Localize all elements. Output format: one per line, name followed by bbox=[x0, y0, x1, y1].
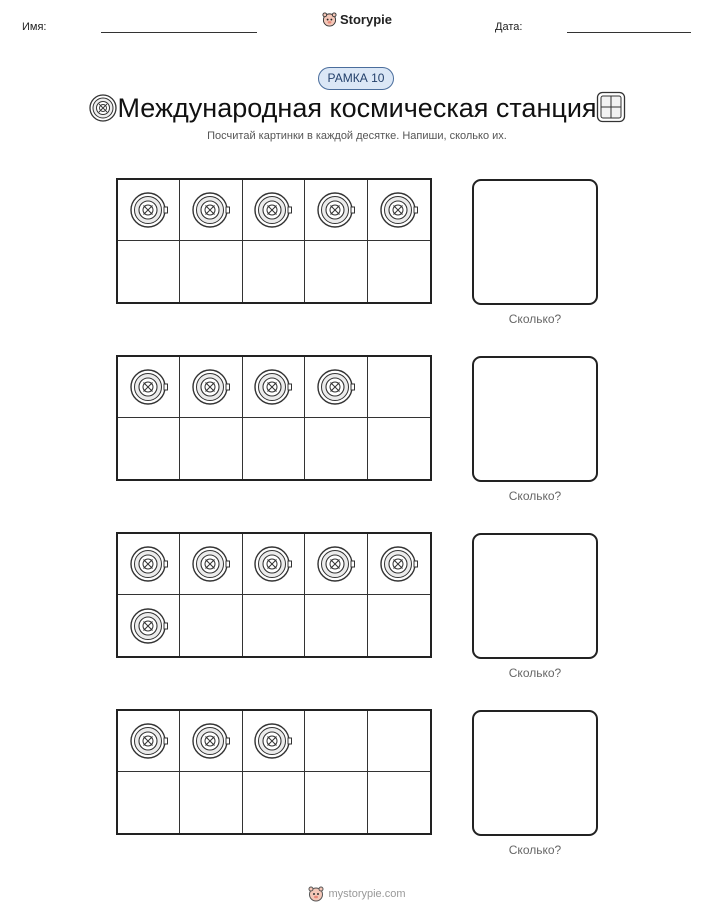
answer-box[interactable] bbox=[472, 179, 598, 305]
ten-frame-cell bbox=[305, 357, 367, 418]
porthole-icon bbox=[129, 367, 169, 407]
ten-frame-cell bbox=[243, 534, 305, 595]
porthole-icon bbox=[253, 367, 293, 407]
frame-badge: РАМКА 10 bbox=[318, 67, 394, 90]
porthole-icon bbox=[129, 544, 169, 584]
ten-frame-cell bbox=[118, 772, 180, 833]
ten-frame-cell bbox=[243, 711, 305, 772]
answer-box[interactable] bbox=[472, 533, 598, 659]
ten-frame-cell bbox=[368, 534, 430, 595]
ten-frame-cell bbox=[305, 241, 367, 302]
ten-frame-cell bbox=[305, 772, 367, 833]
ten-frame bbox=[116, 709, 432, 835]
answer-label: Сколько? bbox=[508, 312, 562, 326]
ten-frame-cell bbox=[118, 595, 180, 656]
porthole-icon bbox=[191, 721, 231, 761]
ten-frame-cell bbox=[243, 180, 305, 241]
ten-frame-cell bbox=[368, 241, 430, 302]
ten-frame-cell bbox=[305, 418, 367, 479]
porthole-icon bbox=[253, 190, 293, 230]
brand bbox=[0, 12, 714, 32]
answer-box[interactable] bbox=[472, 356, 598, 482]
ten-frame-cell bbox=[368, 772, 430, 833]
instructions: Посчитай картинки в каждой десятке. Напиши, сколько их. bbox=[207, 130, 507, 142]
ten-frame bbox=[116, 355, 432, 481]
ten-frame-cell bbox=[180, 418, 242, 479]
ten-frame-cell bbox=[305, 595, 367, 656]
ten-frame-cell bbox=[180, 534, 242, 595]
porthole-icon bbox=[316, 190, 356, 230]
ten-frame-cell bbox=[243, 595, 305, 656]
porthole-icon bbox=[253, 721, 293, 761]
date-label: Дата: bbox=[495, 21, 523, 33]
ten-frame-cell bbox=[180, 241, 242, 302]
ten-frame-cell bbox=[368, 357, 430, 418]
porthole-icon bbox=[191, 544, 231, 584]
ten-frame-cell bbox=[368, 418, 430, 479]
page-title: Международная космическая станция bbox=[117, 93, 597, 123]
footer bbox=[0, 886, 714, 907]
window-icon bbox=[596, 91, 626, 123]
ten-frame-cell bbox=[118, 357, 180, 418]
date-line bbox=[567, 32, 691, 33]
ten-frame-cell bbox=[118, 241, 180, 302]
answer-label: Сколько? bbox=[508, 666, 562, 680]
brand-name: Storypie bbox=[339, 12, 392, 27]
ten-frame-cell bbox=[368, 711, 430, 772]
ten-frame-cell bbox=[180, 772, 242, 833]
ten-frame-cell bbox=[305, 711, 367, 772]
ten-frame-cell bbox=[243, 241, 305, 302]
porthole-icon bbox=[316, 544, 356, 584]
ten-frame-cell bbox=[118, 534, 180, 595]
ten-frame-cell bbox=[243, 772, 305, 833]
porthole-icon bbox=[253, 544, 293, 584]
ten-frame-cell bbox=[118, 711, 180, 772]
ten-frame-cell bbox=[368, 595, 430, 656]
ten-frame-cell bbox=[118, 418, 180, 479]
porthole-icon bbox=[129, 606, 169, 646]
porthole-icon bbox=[129, 190, 169, 230]
storypie-logo-icon bbox=[308, 886, 324, 902]
storypie-logo-icon bbox=[322, 12, 337, 27]
ten-frame-cell bbox=[305, 180, 367, 241]
ten-frame-cell bbox=[243, 418, 305, 479]
footer-url: mystorypie.com bbox=[328, 888, 406, 900]
ten-frame-cell bbox=[180, 357, 242, 418]
porthole-icon bbox=[191, 367, 231, 407]
ten-frame-cell bbox=[368, 180, 430, 241]
ten-frame bbox=[116, 178, 432, 304]
porthole-icon bbox=[379, 190, 419, 230]
ten-frame-cell bbox=[180, 180, 242, 241]
name-label: Имя: bbox=[22, 21, 47, 33]
answer-box[interactable] bbox=[472, 710, 598, 836]
porthole-icon bbox=[316, 367, 356, 407]
porthole-icon bbox=[191, 190, 231, 230]
ten-frame-cell bbox=[243, 357, 305, 418]
porthole-icon bbox=[379, 544, 419, 584]
answer-label: Сколько? bbox=[508, 489, 562, 503]
answer-label: Сколько? bbox=[508, 843, 562, 857]
ten-frame-cell bbox=[305, 534, 367, 595]
ten-frame bbox=[116, 532, 432, 658]
ten-frame-cell bbox=[118, 180, 180, 241]
porthole-icon bbox=[129, 721, 169, 761]
ten-frame-cell bbox=[180, 711, 242, 772]
name-line bbox=[101, 32, 257, 33]
ten-frame-cell bbox=[180, 595, 242, 656]
